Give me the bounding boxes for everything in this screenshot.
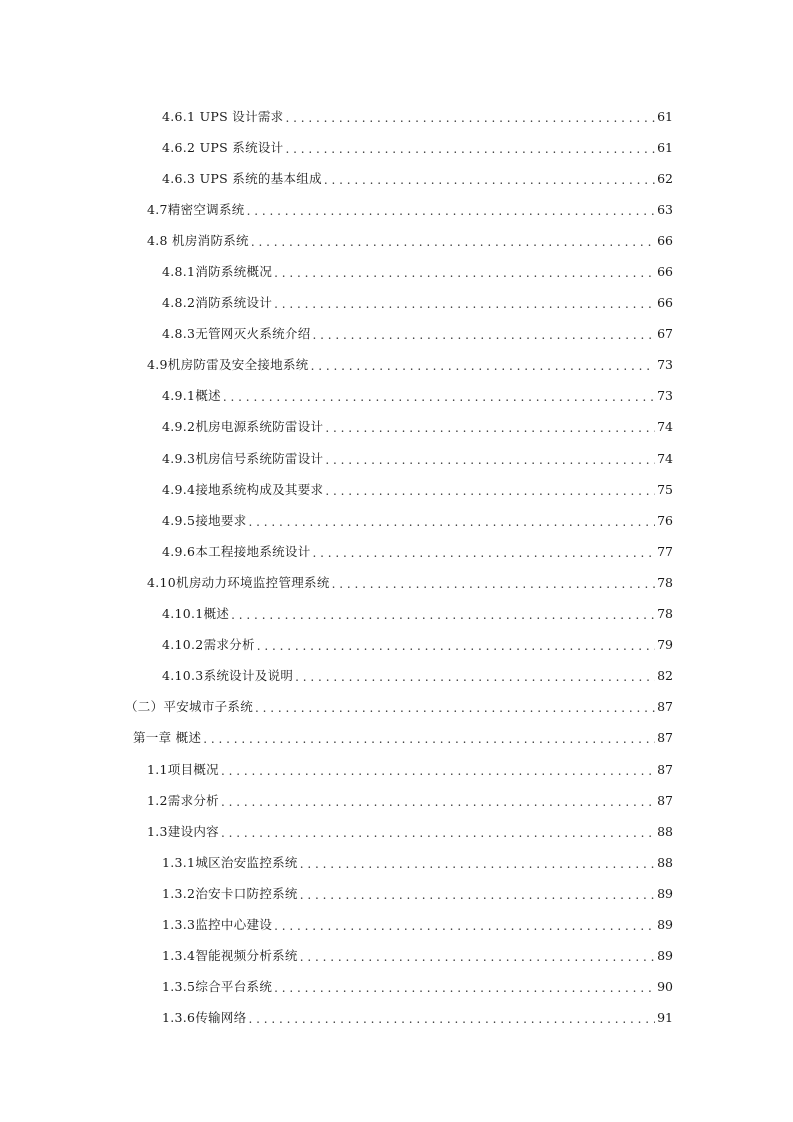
toc-entry-label: 4.10.2需求分析: [162, 637, 255, 653]
toc-entry-label: 4.6.2 UPS 系统设计: [162, 139, 284, 155]
dot-leader: [221, 763, 655, 779]
dot-leader: [285, 141, 655, 157]
toc-page-number: 63: [657, 201, 673, 217]
toc-entry-label: 4.8.2消防系统设计: [162, 295, 273, 311]
dot-leader: [203, 731, 655, 747]
toc-page-number: 87: [657, 761, 673, 777]
toc-entry[interactable]: [0, 256, 793, 287]
toc-page-number: 87: [657, 699, 673, 715]
toc-entry[interactable]: [0, 288, 793, 319]
toc-entry[interactable]: [0, 412, 793, 443]
dot-leader: [325, 420, 655, 436]
toc-page-number: 76: [657, 512, 673, 528]
toc-entry-label: 4.7精密空调系统: [147, 201, 245, 217]
dot-leader: [313, 327, 655, 343]
toc-entry[interactable]: [0, 847, 793, 878]
toc-page-number: 67: [657, 326, 673, 342]
toc-page-number: 77: [657, 543, 673, 559]
toc-entry[interactable]: [0, 909, 793, 940]
dot-leader: [231, 607, 655, 623]
toc-entry[interactable]: [0, 505, 793, 536]
toc-entry[interactable]: [0, 567, 793, 598]
toc-entry-label: 4.9.5接地要求: [162, 512, 247, 528]
toc-page-number: 78: [657, 606, 673, 622]
toc-entry-label: 4.9.6本工程接地系统设计: [162, 543, 311, 559]
toc-page-number: 73: [657, 388, 673, 404]
toc-entry[interactable]: [0, 381, 793, 412]
dot-leader: [324, 172, 655, 188]
toc-entry[interactable]: [0, 163, 793, 194]
toc-entry[interactable]: [0, 972, 793, 1003]
toc-entry[interactable]: [0, 661, 793, 692]
dot-leader: [274, 296, 655, 312]
toc-entry-label: 4.10机房动力环境监控管理系统: [147, 574, 330, 590]
toc-entry-label: 4.8 机房消防系统: [147, 232, 249, 248]
dot-leader: [274, 918, 655, 934]
toc-page-number: 89: [657, 885, 673, 901]
toc-page-number: 73: [657, 357, 673, 373]
toc-page-number: 61: [657, 108, 673, 124]
toc-entry[interactable]: [0, 536, 793, 567]
dot-leader: [274, 980, 655, 996]
dot-leader: [221, 794, 655, 810]
toc-entry[interactable]: [0, 941, 793, 972]
toc-entry-label: 1.3建设内容: [147, 823, 219, 839]
toc-entry[interactable]: [0, 754, 793, 785]
toc-page-number: 79: [657, 637, 673, 653]
toc-entry-label: 1.3.3监控中心建设: [162, 916, 273, 932]
toc-entry-label: 4.9.2机房电源系统防雷设计: [162, 419, 324, 435]
toc-entry[interactable]: [0, 474, 793, 505]
toc-page-number: 91: [657, 1010, 673, 1026]
dot-leader: [221, 825, 655, 841]
dot-leader: [247, 203, 655, 219]
toc-page-number: 61: [657, 139, 673, 155]
toc-entry-label: 4.9.3机房信号系统防雷设计: [162, 450, 324, 466]
toc-entry-label: 4.9.4接地系统构成及其要求: [162, 481, 324, 497]
toc-entry-label: （二）平安城市子系统: [125, 699, 254, 715]
toc-page-number: 74: [657, 450, 673, 466]
toc-entry[interactable]: [0, 878, 793, 909]
toc-entry-label: 4.9.1概述: [162, 388, 221, 404]
dot-leader: [251, 234, 655, 250]
toc-entry[interactable]: [0, 194, 793, 225]
dot-leader: [257, 638, 655, 654]
toc-page-number: 74: [657, 419, 673, 435]
toc-page-number: 89: [657, 916, 673, 932]
dot-leader: [274, 265, 655, 281]
table-of-contents: [0, 101, 793, 1034]
toc-entry[interactable]: [0, 443, 793, 474]
toc-page-number: 78: [657, 574, 673, 590]
toc-page-number: 87: [657, 792, 673, 808]
dot-leader: [249, 1011, 655, 1027]
toc-entry[interactable]: [0, 1003, 793, 1034]
toc-entry-label: 4.10.3系统设计及说明: [162, 668, 294, 684]
toc-entry-label: 1.3.1城区治安监控系统: [162, 854, 298, 870]
toc-page-number: 62: [657, 170, 673, 186]
toc-page-number: 66: [657, 295, 673, 311]
toc-entry-label: 第一章 概述: [133, 730, 202, 746]
toc-entry[interactable]: [0, 101, 793, 132]
toc-entry-label: 1.3.6传输网络: [162, 1010, 247, 1026]
toc-entry-label: 4.8.1消防系统概况: [162, 264, 273, 280]
dot-leader: [332, 576, 655, 592]
toc-entry[interactable]: [0, 816, 793, 847]
dot-leader: [325, 483, 655, 499]
toc-page-number: 75: [657, 481, 673, 497]
dot-leader: [223, 389, 655, 405]
dot-leader: [300, 887, 655, 903]
toc-page-number: 89: [657, 948, 673, 964]
toc-entry[interactable]: [0, 350, 793, 381]
toc-page-number: 82: [657, 668, 673, 684]
toc-entry[interactable]: [0, 630, 793, 661]
dot-leader: [313, 545, 655, 561]
toc-entry-label: 4.8.3无管网灭火系统介绍: [162, 326, 311, 342]
toc-entry-label: 4.9机房防雷及安全接地系统: [147, 357, 309, 373]
toc-entry-label: 4.6.1 UPS 设计需求: [162, 108, 284, 124]
toc-entry[interactable]: [0, 225, 793, 256]
toc-entry[interactable]: [0, 132, 793, 163]
dot-leader: [311, 358, 655, 374]
toc-page-number: 90: [657, 979, 673, 995]
toc-entry-label: 1.1项目概况: [147, 761, 219, 777]
toc-entry-label: 1.2需求分析: [147, 792, 219, 808]
toc-entry-chapter[interactable]: [0, 723, 793, 754]
toc-entry-label: 1.3.2治安卡口防控系统: [162, 885, 298, 901]
toc-page-number: 87: [657, 730, 673, 746]
toc-page-number: 66: [657, 232, 673, 248]
toc-page-number: 88: [657, 823, 673, 839]
toc-entry-label: 4.10.1概述: [162, 606, 230, 622]
dot-leader: [295, 669, 655, 685]
toc-entry[interactable]: [0, 599, 793, 630]
dot-leader: [325, 452, 655, 468]
toc-entry-label: 1.3.4智能视频分析系统: [162, 948, 298, 964]
dot-leader: [249, 514, 655, 530]
toc-entry[interactable]: [0, 785, 793, 816]
dot-leader: [300, 949, 655, 965]
toc-page-number: 88: [657, 854, 673, 870]
toc-entry-part[interactable]: [0, 692, 793, 723]
toc-entry-label: 4.6.3 UPS 系统的基本组成: [162, 170, 322, 186]
dot-leader: [285, 110, 655, 126]
dot-leader: [300, 856, 655, 872]
toc-entry[interactable]: [0, 319, 793, 350]
dot-leader: [255, 700, 655, 716]
toc-entry-label: 1.3.5综合平台系统: [162, 979, 273, 995]
toc-page-number: 66: [657, 264, 673, 280]
